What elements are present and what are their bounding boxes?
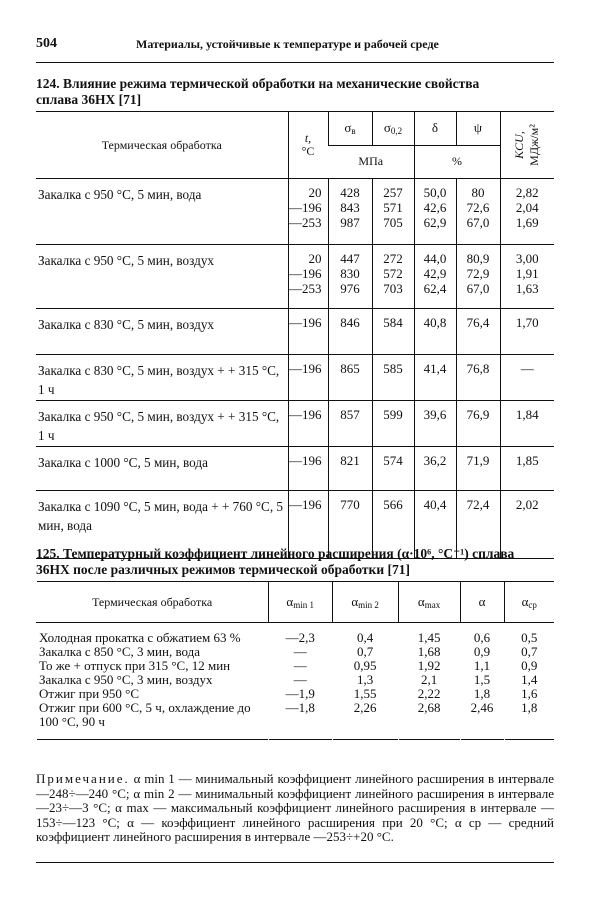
a-cell: 0,6 xyxy=(473,630,491,645)
d-value: 44,0 xyxy=(423,251,447,266)
amin1-cell: —1,9 xyxy=(285,686,315,701)
col-header-treatment-2: Термическая обработка xyxy=(37,582,269,623)
sigma-b-symbol: σ xyxy=(344,120,352,136)
sb-value: 447 xyxy=(340,251,360,266)
s02-value: 585 xyxy=(383,361,403,376)
s02-cell xyxy=(372,447,414,491)
table-124-row xyxy=(36,355,554,401)
s02-values xyxy=(383,315,403,330)
col-header-treatment: Термическая обработка xyxy=(36,112,288,179)
treatment-cell: Закалка с 950 °C, 5 мин, вода xyxy=(38,187,202,202)
d-value: 62,4 xyxy=(423,281,447,296)
psi-value: 72,4 xyxy=(466,497,490,512)
kcu-values xyxy=(516,407,539,422)
sb-value: 428 xyxy=(340,185,360,200)
psi-values xyxy=(467,185,490,230)
amin1-cell: — xyxy=(293,672,307,687)
psi-values xyxy=(467,407,490,422)
d-cell xyxy=(414,179,456,245)
d-values xyxy=(424,315,447,330)
kcu-values xyxy=(521,361,534,376)
t-values xyxy=(289,407,322,422)
t-symbol: t, xyxy=(304,131,312,145)
d-cell xyxy=(414,401,456,447)
t-value: —196 xyxy=(289,407,322,422)
amin1-sub: min 1 xyxy=(293,600,314,610)
table-124-caption-line1: 124. Влияние режима термической обработки на механические свойства xyxy=(36,76,480,91)
t-unit: °C xyxy=(301,144,315,158)
psi-cell xyxy=(456,355,500,401)
s02-cell xyxy=(372,401,414,447)
t-values xyxy=(289,185,322,230)
d-cell xyxy=(414,309,456,355)
kcu-value: 1,69 xyxy=(515,215,539,230)
acp-cell: 0,7 xyxy=(521,644,538,659)
sb-values xyxy=(340,453,360,468)
col-header-sigma-02 xyxy=(372,112,414,146)
t-value: —253 xyxy=(289,281,322,296)
s02-value: 705 xyxy=(383,215,403,230)
d-values xyxy=(424,497,447,512)
kcu-cell xyxy=(500,179,554,245)
d-value: 62,9 xyxy=(423,215,447,230)
d-cell xyxy=(414,245,456,309)
table-124-caption xyxy=(36,76,556,108)
d-values xyxy=(424,251,447,296)
col-header-amin2 xyxy=(332,582,398,623)
amin2-cell: 0,95 xyxy=(353,658,377,673)
treatment-cell: Отжиг при 950 °C xyxy=(39,686,140,701)
amax-cell: 2,68 xyxy=(417,700,441,715)
acp-cell: 0,5 xyxy=(521,630,538,645)
psi-values xyxy=(467,497,490,512)
sb-value: 846 xyxy=(340,315,360,330)
sb-value: 830 xyxy=(340,266,360,281)
table-125 xyxy=(36,581,554,740)
d-values xyxy=(424,185,447,230)
s02-values xyxy=(383,453,403,468)
s02-value: 584 xyxy=(383,315,403,330)
d-values xyxy=(424,453,447,468)
sb-values xyxy=(340,497,360,512)
col-header-kcu xyxy=(500,112,554,179)
t-values xyxy=(289,497,322,512)
t-cell xyxy=(288,245,328,309)
bottom-rule xyxy=(36,862,554,863)
kcu-rotated xyxy=(512,124,542,166)
amin2-cell: 0,7 xyxy=(357,644,374,659)
s02-values xyxy=(383,407,403,422)
col-header-psi: ψ xyxy=(456,112,500,146)
a-cell: 2,46 xyxy=(470,700,494,715)
footnote xyxy=(36,772,554,845)
a-cell: 1,5 xyxy=(473,672,491,687)
acp-cell: 1,6 xyxy=(521,686,538,701)
s02-value: 571 xyxy=(383,200,403,215)
sb-value: 987 xyxy=(340,215,360,230)
s02-value: 572 xyxy=(383,266,403,281)
treatment-cell: Закалка с 830 °C, 5 мин, воздух xyxy=(38,317,215,332)
t-value: —253 xyxy=(289,215,322,230)
amin2-cell: 2,26 xyxy=(353,700,377,715)
t-value: —196 xyxy=(289,200,322,215)
amin1-cell: —1,8 xyxy=(285,700,315,715)
d-values xyxy=(424,407,447,422)
table-125-caption-line1: 125. Температурный коэффициент линейного расширения (α·10⁶, °C⁻¹) сплава xyxy=(36,546,515,561)
t-value: —196 xyxy=(289,361,322,376)
col-header-amax xyxy=(398,582,460,623)
acp-sub: cp xyxy=(528,600,537,610)
d-cell xyxy=(414,355,456,401)
sb-values xyxy=(340,185,360,230)
s02-value: 257 xyxy=(383,185,403,200)
sigma-b-sub: в xyxy=(351,126,356,137)
treatment-cell: То же + отпуск при 315 °C, 12 мин xyxy=(39,658,231,673)
treatment-cell: Холодная прокатка с обжатием 63 % xyxy=(39,630,241,645)
col-header-alpha: α xyxy=(460,582,504,623)
table-125-caption-line2: 36НХ после различных режимов термической обработки [71] xyxy=(36,562,410,577)
running-title: Материалы, устойчивые к температуре и рабочей среде xyxy=(136,37,439,51)
psi-value: 67,0 xyxy=(466,281,490,296)
col-header-amin1 xyxy=(268,582,332,623)
amax-cell: 1,45 xyxy=(417,630,441,645)
d-values xyxy=(424,361,447,376)
treatment-cell: Закалка с 950 °C, 3 мин, воздух xyxy=(39,672,213,687)
a-cell: 0,9 xyxy=(473,644,491,659)
t-value: —196 xyxy=(289,315,322,330)
t-value: —196 xyxy=(289,453,322,468)
psi-values xyxy=(467,361,490,376)
kcu-value: 1,91 xyxy=(515,266,539,281)
sigma-02-sub: 0,2 xyxy=(390,126,403,137)
table-125-row xyxy=(37,623,555,646)
sb-cell xyxy=(328,401,372,447)
s02-cell xyxy=(372,355,414,401)
s02-cell xyxy=(372,245,414,309)
table-124-row xyxy=(36,309,554,355)
treatment-cell: Закалка с 1000 °C, 5 мин, вода xyxy=(38,455,208,470)
sb-values xyxy=(340,315,360,330)
table-125-row xyxy=(37,673,555,687)
psi-value: 76,8 xyxy=(466,361,490,376)
kcu-cell xyxy=(500,355,554,401)
t-values xyxy=(289,361,322,376)
s02-values xyxy=(383,497,403,512)
treatment-cell: Закалка с 850 °C, 3 мин, вода xyxy=(39,644,201,659)
psi-values xyxy=(467,315,490,330)
d-value: 50,0 xyxy=(423,185,447,200)
sb-value: 865 xyxy=(340,361,360,376)
psi-value: 67,0 xyxy=(466,215,490,230)
col-header-sigma-b xyxy=(328,112,372,146)
table-125-caption xyxy=(36,546,556,578)
psi-value: 72,6 xyxy=(466,200,490,215)
t-cell xyxy=(288,401,328,447)
kcu-value: 1,85 xyxy=(515,453,539,468)
psi-cell xyxy=(456,309,500,355)
psi-cell xyxy=(456,179,500,245)
sb-value: 857 xyxy=(340,407,360,422)
sb-cell xyxy=(328,179,372,245)
a-cell: 1,1 xyxy=(473,658,491,673)
sb-value: 770 xyxy=(340,497,360,512)
s02-value: 574 xyxy=(383,453,403,468)
s02-value: 566 xyxy=(383,497,403,512)
s02-value: 599 xyxy=(383,407,403,422)
acp-symbol: α xyxy=(521,594,529,609)
kcu-value: 2,82 xyxy=(515,185,539,200)
sb-value: 976 xyxy=(340,281,360,296)
kcu-cell xyxy=(500,401,554,447)
acp-cell: 0,9 xyxy=(521,658,538,673)
psi-value: 76,9 xyxy=(466,407,490,422)
amax-cell: 2,22 xyxy=(417,686,441,701)
s02-value: 272 xyxy=(383,251,403,266)
sb-cell xyxy=(328,309,372,355)
kcu-values xyxy=(516,185,539,230)
sigma-02-symbol: σ xyxy=(383,120,391,136)
col-header-temperature xyxy=(288,112,328,179)
table-125-row xyxy=(37,645,555,659)
page-header xyxy=(36,36,566,58)
psi-values xyxy=(467,251,490,296)
kcu-value: 1,84 xyxy=(515,407,539,422)
psi-cell xyxy=(456,401,500,447)
amin1-symbol: α xyxy=(286,594,294,609)
s02-values xyxy=(383,361,403,376)
t-value: 20 xyxy=(308,251,322,266)
psi-cell xyxy=(456,447,500,491)
psi-values xyxy=(467,453,490,468)
table-124-body xyxy=(36,179,554,559)
table-125-row xyxy=(37,659,555,673)
s02-cell xyxy=(372,309,414,355)
t-cell xyxy=(288,447,328,491)
sb-cell xyxy=(328,355,372,401)
d-value: 39,6 xyxy=(423,407,447,422)
amin2-cell: 1,3 xyxy=(357,672,374,687)
table-125-row xyxy=(37,701,555,740)
d-value: 41,4 xyxy=(423,361,447,376)
kcu-label: KCU, xyxy=(512,131,527,159)
s02-cell xyxy=(372,179,414,245)
d-value: 42,6 xyxy=(423,200,447,215)
table-125-row xyxy=(37,687,555,701)
d-cell xyxy=(414,447,456,491)
page-number: 504 xyxy=(36,36,57,51)
col-header-acp xyxy=(504,582,554,623)
kcu-values xyxy=(516,251,539,296)
col-header-delta: δ xyxy=(414,112,456,146)
acp-cell: 1,8 xyxy=(521,700,538,715)
note-text: α min 1 — минимальный коэффициент линейного расширения в интервале —248÷—240 °C; α min 2 — минимальный коэффициент линейного расширения в интервале —23÷—3 °C; α max — максимальный коэффициент линейного расширения в интервале —153÷—123 °C; α — коэффициент линейного расширения при 20 °C; α ср — средний коэффициент линейного расширения в интервале —253÷+20 °C. xyxy=(36,771,554,845)
table-124-row xyxy=(36,179,554,245)
sb-value: 821 xyxy=(340,453,360,468)
table-124-row xyxy=(36,401,554,447)
t-values xyxy=(289,315,322,330)
amin2-sub: min 2 xyxy=(358,600,379,610)
psi-value: 80 xyxy=(471,185,485,200)
kcu-values xyxy=(516,315,539,330)
table-125-body xyxy=(37,623,555,740)
sb-values xyxy=(340,407,360,422)
t-value: —196 xyxy=(289,497,322,512)
psi-value: 72,9 xyxy=(466,266,490,281)
note-label: Примечание. xyxy=(36,771,130,786)
t-cell xyxy=(288,309,328,355)
kcu-cell xyxy=(500,309,554,355)
t-value: 20 xyxy=(308,185,322,200)
col-header-mpa: МПа xyxy=(328,145,414,179)
table-124 xyxy=(36,111,554,559)
kcu-cell xyxy=(500,245,554,309)
treatment-cell: Закалка с 830 °C, 5 мин, воздух + + 315 °C, 1 ч xyxy=(38,363,280,397)
psi-cell xyxy=(456,245,500,309)
sb-cell xyxy=(328,245,372,309)
psi-value: 76,4 xyxy=(466,315,490,330)
treatment-cell: Отжиг при 600 °C, 5 ч, охлаждение до 100 °C, 90 ч xyxy=(39,700,251,729)
amin2-symbol: α xyxy=(351,594,359,609)
acp-cell: 1,4 xyxy=(521,672,538,687)
amin1-cell: —2,3 xyxy=(285,630,315,645)
kcu-cell xyxy=(500,447,554,491)
d-value: 40,8 xyxy=(423,315,447,330)
d-value: 36,2 xyxy=(423,453,447,468)
t-values xyxy=(289,453,322,468)
sb-values xyxy=(340,361,360,376)
kcu-value: 1,63 xyxy=(515,281,539,296)
amin1-cell: — xyxy=(293,644,307,659)
sb-values xyxy=(340,251,360,296)
amax-sub: max xyxy=(424,600,441,610)
t-values xyxy=(289,251,322,296)
t-cell xyxy=(288,179,328,245)
psi-value: 80,9 xyxy=(466,251,490,266)
kcu-value: 3,00 xyxy=(515,251,539,266)
d-value: 40,4 xyxy=(423,497,447,512)
treatment-cell: Закалка с 950 °C, 5 мин, воздух + + 315 °C, 1 ч xyxy=(38,409,280,443)
amax-cell: 1,92 xyxy=(417,658,441,673)
amax-cell: 2,1 xyxy=(420,672,438,687)
amin2-cell: 1,55 xyxy=(353,686,377,701)
t-value: —196 xyxy=(289,266,322,281)
amax-cell: 1,68 xyxy=(417,644,441,659)
amin1-cell: — xyxy=(293,658,307,673)
kcu-value: — xyxy=(520,361,534,376)
a-cell: 1,8 xyxy=(473,686,491,701)
table-124-row xyxy=(36,447,554,491)
sb-cell xyxy=(328,447,372,491)
kcu-value: 2,02 xyxy=(515,497,539,512)
treatment-cell: Закалка с 950 °C, 5 мин, воздух xyxy=(38,253,215,268)
table-124-row xyxy=(36,245,554,309)
kcu-value: 2,04 xyxy=(515,200,539,215)
d-value: 42,9 xyxy=(423,266,447,281)
treatment-cell: Закалка с 1090 °C, 5 мин, вода + + 760 °C, 5 мин, вода xyxy=(38,499,284,533)
col-header-percent: % xyxy=(414,145,500,179)
amax-symbol: α xyxy=(417,594,425,609)
s02-value: 703 xyxy=(383,281,403,296)
kcu-values xyxy=(516,497,539,512)
s02-values xyxy=(383,185,403,230)
sb-value: 843 xyxy=(340,200,360,215)
header-rule xyxy=(36,62,554,63)
kcu-value: 1,70 xyxy=(515,315,539,330)
table-124-caption-line2: сплава 36НХ [71] xyxy=(36,92,142,107)
amin2-cell: 0,4 xyxy=(357,630,374,645)
s02-values xyxy=(383,251,403,296)
kcu-unit: МДж/м² xyxy=(527,124,542,166)
kcu-values xyxy=(516,453,539,468)
t-cell xyxy=(288,355,328,401)
psi-value: 71,9 xyxy=(466,453,490,468)
